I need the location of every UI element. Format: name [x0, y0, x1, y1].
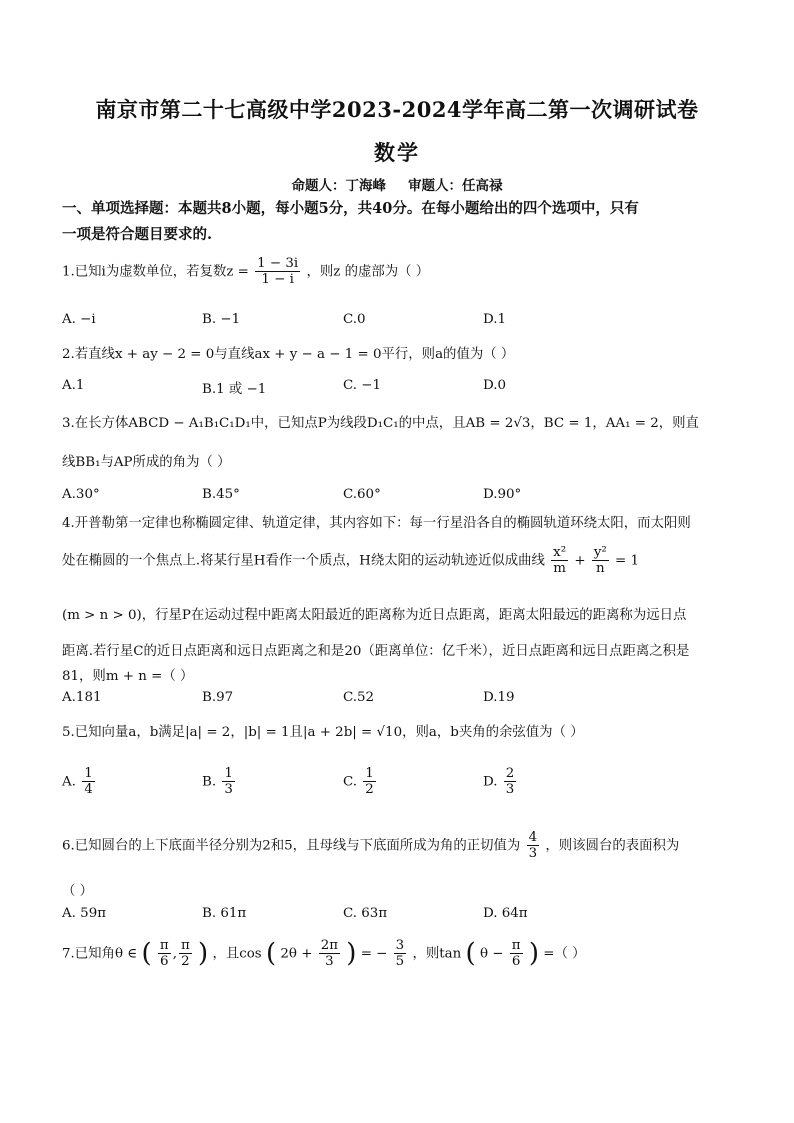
question-4-line3: (m > n > 0)，行星P在运动过程中距离太阳最近的距离称为近日点距离，距离太阳最远的距离称为远日点	[62, 608, 687, 623]
q1-denominator: 1 − i	[261, 272, 294, 288]
q4-option-d: D.19	[483, 690, 515, 705]
q4-fraction-x	[551, 545, 568, 577]
q5-d-letter: D.	[483, 774, 498, 790]
q5-a-den: 4	[84, 782, 93, 798]
q3-option-d: D.90°	[483, 487, 522, 502]
q7-stem-pre: 7.已知角θ ∈	[62, 946, 138, 962]
question-2: 2.若直线x + ay − 2 = 0与直线ax + y − a − 1 = 0平行，则a的值为（ ）	[62, 347, 515, 362]
q6-stem-post: ，则该圆台的表面积为	[545, 838, 680, 854]
q1-option-c: C.0	[343, 312, 366, 327]
subject-title: 数学	[374, 140, 420, 165]
q6-option-d: D. 64π	[483, 906, 528, 921]
question-1	[62, 256, 742, 288]
q1-stem-pre: 1.已知i为虚数单位，若复数z =	[62, 264, 249, 280]
q5-d-fraction	[504, 766, 517, 798]
q4-equals: = 1	[615, 553, 640, 569]
q4-option-a: A.181	[62, 690, 102, 705]
q1-numerator: 1 − 3i	[257, 256, 299, 271]
q7-a-num: π	[159, 938, 169, 953]
q5-c-fraction	[363, 766, 376, 798]
q4-fx-num: x²	[553, 545, 567, 560]
reviewer: 审题人：任高禄	[408, 178, 503, 194]
q4-line2-text: 处在椭圆的一个焦点上.将某行星H看作一个质点，H绕太阳的运动轨迹近似成曲线	[62, 553, 545, 569]
q7-d-num: 3	[395, 938, 405, 953]
q7-frac-b	[179, 938, 192, 970]
q5-b-fraction	[222, 766, 235, 798]
q5-b-letter: B.	[202, 774, 217, 790]
q7-frac-a	[158, 938, 171, 970]
q5-option-a	[62, 766, 97, 798]
q7-e-den: 6	[511, 954, 521, 970]
q4-fraction-y	[592, 545, 609, 577]
q5-option-b	[202, 766, 237, 798]
q6-denominator: 3	[528, 846, 538, 862]
q6-numerator: 4	[528, 830, 538, 845]
q4-plus: +	[574, 553, 586, 569]
q7-c-pre: 2θ +	[280, 946, 313, 962]
q7-mid: ，且cos	[212, 946, 262, 962]
q5-a-letter: A.	[62, 774, 76, 790]
q4-fy-num: y²	[593, 545, 607, 560]
q7-b-num: π	[180, 938, 190, 953]
question-4-line2	[62, 545, 742, 577]
q4-option-c: C.52	[343, 690, 375, 705]
q7-frac-d	[394, 938, 407, 970]
q1-option-d: D.1	[483, 312, 507, 327]
q5-option-d	[483, 766, 518, 798]
q2-options	[62, 378, 742, 398]
exam-title: 南京市第二十七高级中学2023-2024学年高二第一次调研试卷	[95, 97, 699, 122]
q1-option-b: B. −1	[202, 312, 241, 327]
q5-b-num: 1	[224, 766, 233, 781]
q7-e-num: π	[511, 938, 521, 953]
q5-d-den: 3	[505, 782, 515, 798]
author-line	[0, 174, 794, 194]
q6-options	[62, 906, 742, 926]
q2-option-b: B.1 或 −1	[202, 382, 267, 397]
q1-option-a: A. −i	[62, 312, 96, 327]
q1-options	[62, 312, 742, 332]
q7-e-pre: θ −	[479, 946, 504, 962]
q2-option-d: D.0	[483, 378, 507, 393]
q4-fy-den: n	[596, 561, 605, 577]
question-4-line5: 81，则m + n =（ ）	[62, 669, 194, 684]
q5-c-den: 2	[365, 782, 374, 798]
q7-c-den: 3	[325, 954, 334, 970]
q5-option-c	[343, 766, 378, 798]
q4-option-b: B.97	[202, 690, 234, 705]
q5-a-num: 1	[84, 766, 93, 781]
section-heading-line2: 一项是符合题目要求的.	[62, 226, 213, 243]
q3-option-b: B.45°	[202, 487, 240, 502]
section-heading	[62, 196, 738, 248]
setter: 命题人：丁海峰	[291, 178, 386, 194]
question-4-line1: 4.开普勒第一定律也称椭圆定律、轨道定律，其内容如下：每一行星沿各自的椭圆轨道环绕太阳，而太阳则	[62, 516, 691, 531]
question-3-line1: 3.在长方体ABCD − A₁B₁C₁D₁中，已知点P为线段D₁C₁的中点，且AB = 2√3，BC = 1，AA₁ = 2，则直	[62, 416, 699, 431]
q7-d-den: 5	[395, 954, 405, 970]
question-3-line2: 线BB₁与AP所成的角为（ ）	[62, 455, 231, 470]
q4-fx-den: m	[553, 561, 566, 577]
question-5: 5.已知向量a，b满足|a| = 2，|b| = 1且|a + 2b| = √10，则a，b夹角的余弦值为（ ）	[62, 725, 584, 740]
q3-option-a: A.30°	[62, 487, 100, 502]
question-7: 7.已知角θ ∈ ( $\frac{\pi}{6}$ , $\frac{\pi}{2}$ ) ，且cos ( 2θ + $\frac{2\pi}{3}$ ) = − $\frac{3}{5}$ ，则tan ( θ − $\frac{\pi}{6}$ ) =（ ）	[62, 938, 586, 970]
q7-frac-c	[319, 938, 340, 970]
q7-eq: = −	[360, 946, 388, 962]
q2-option-c: C. −1	[343, 378, 382, 393]
q5-c-num: 1	[365, 766, 374, 781]
q7-c-num: 2π	[320, 938, 339, 953]
q3-options	[62, 487, 742, 507]
section-heading-line1: 一、单项选择题：本题共8小题，每小题5分，共40分。在每小题给出的四个选项中，只有	[62, 200, 639, 217]
q2-option-a: A.1	[62, 378, 85, 393]
q5-b-den: 3	[224, 782, 233, 798]
q1-stem-post: ，则z 的虚部为（ ）	[306, 264, 430, 280]
question-4-line4: 距离.若行星C的近日点距离和远日点距离之和是20（距离单位：亿千米），近日点距离和远日点距离之积是	[62, 644, 690, 659]
q6-stem-pre: 6.已知圆台的上下底面半径分别为2和5，且母线与下底面所成为角的正切值为	[62, 838, 521, 854]
q7-frac-e	[510, 938, 523, 970]
q7-a-den: 6	[160, 954, 169, 970]
question-6	[62, 830, 742, 862]
q6-option-a: A. 59π	[62, 906, 107, 921]
q5-a-fraction	[82, 766, 95, 798]
question-6-line2: （ ）	[62, 884, 94, 899]
q3-option-c: C.60°	[343, 487, 381, 502]
q6-fraction	[527, 830, 540, 862]
q4-options	[62, 690, 742, 710]
q6-option-c: C. 63π	[343, 906, 388, 921]
q5-c-letter: C.	[343, 774, 358, 790]
q5-d-num: 2	[505, 766, 515, 781]
q7-b-den: 2	[181, 954, 190, 970]
q1-fraction	[255, 256, 300, 288]
q7-then: ，则tan	[412, 946, 462, 962]
q6-option-b: B. 61π	[202, 906, 247, 921]
q7-post: =（ ）	[543, 946, 586, 962]
q5-options	[62, 766, 742, 806]
